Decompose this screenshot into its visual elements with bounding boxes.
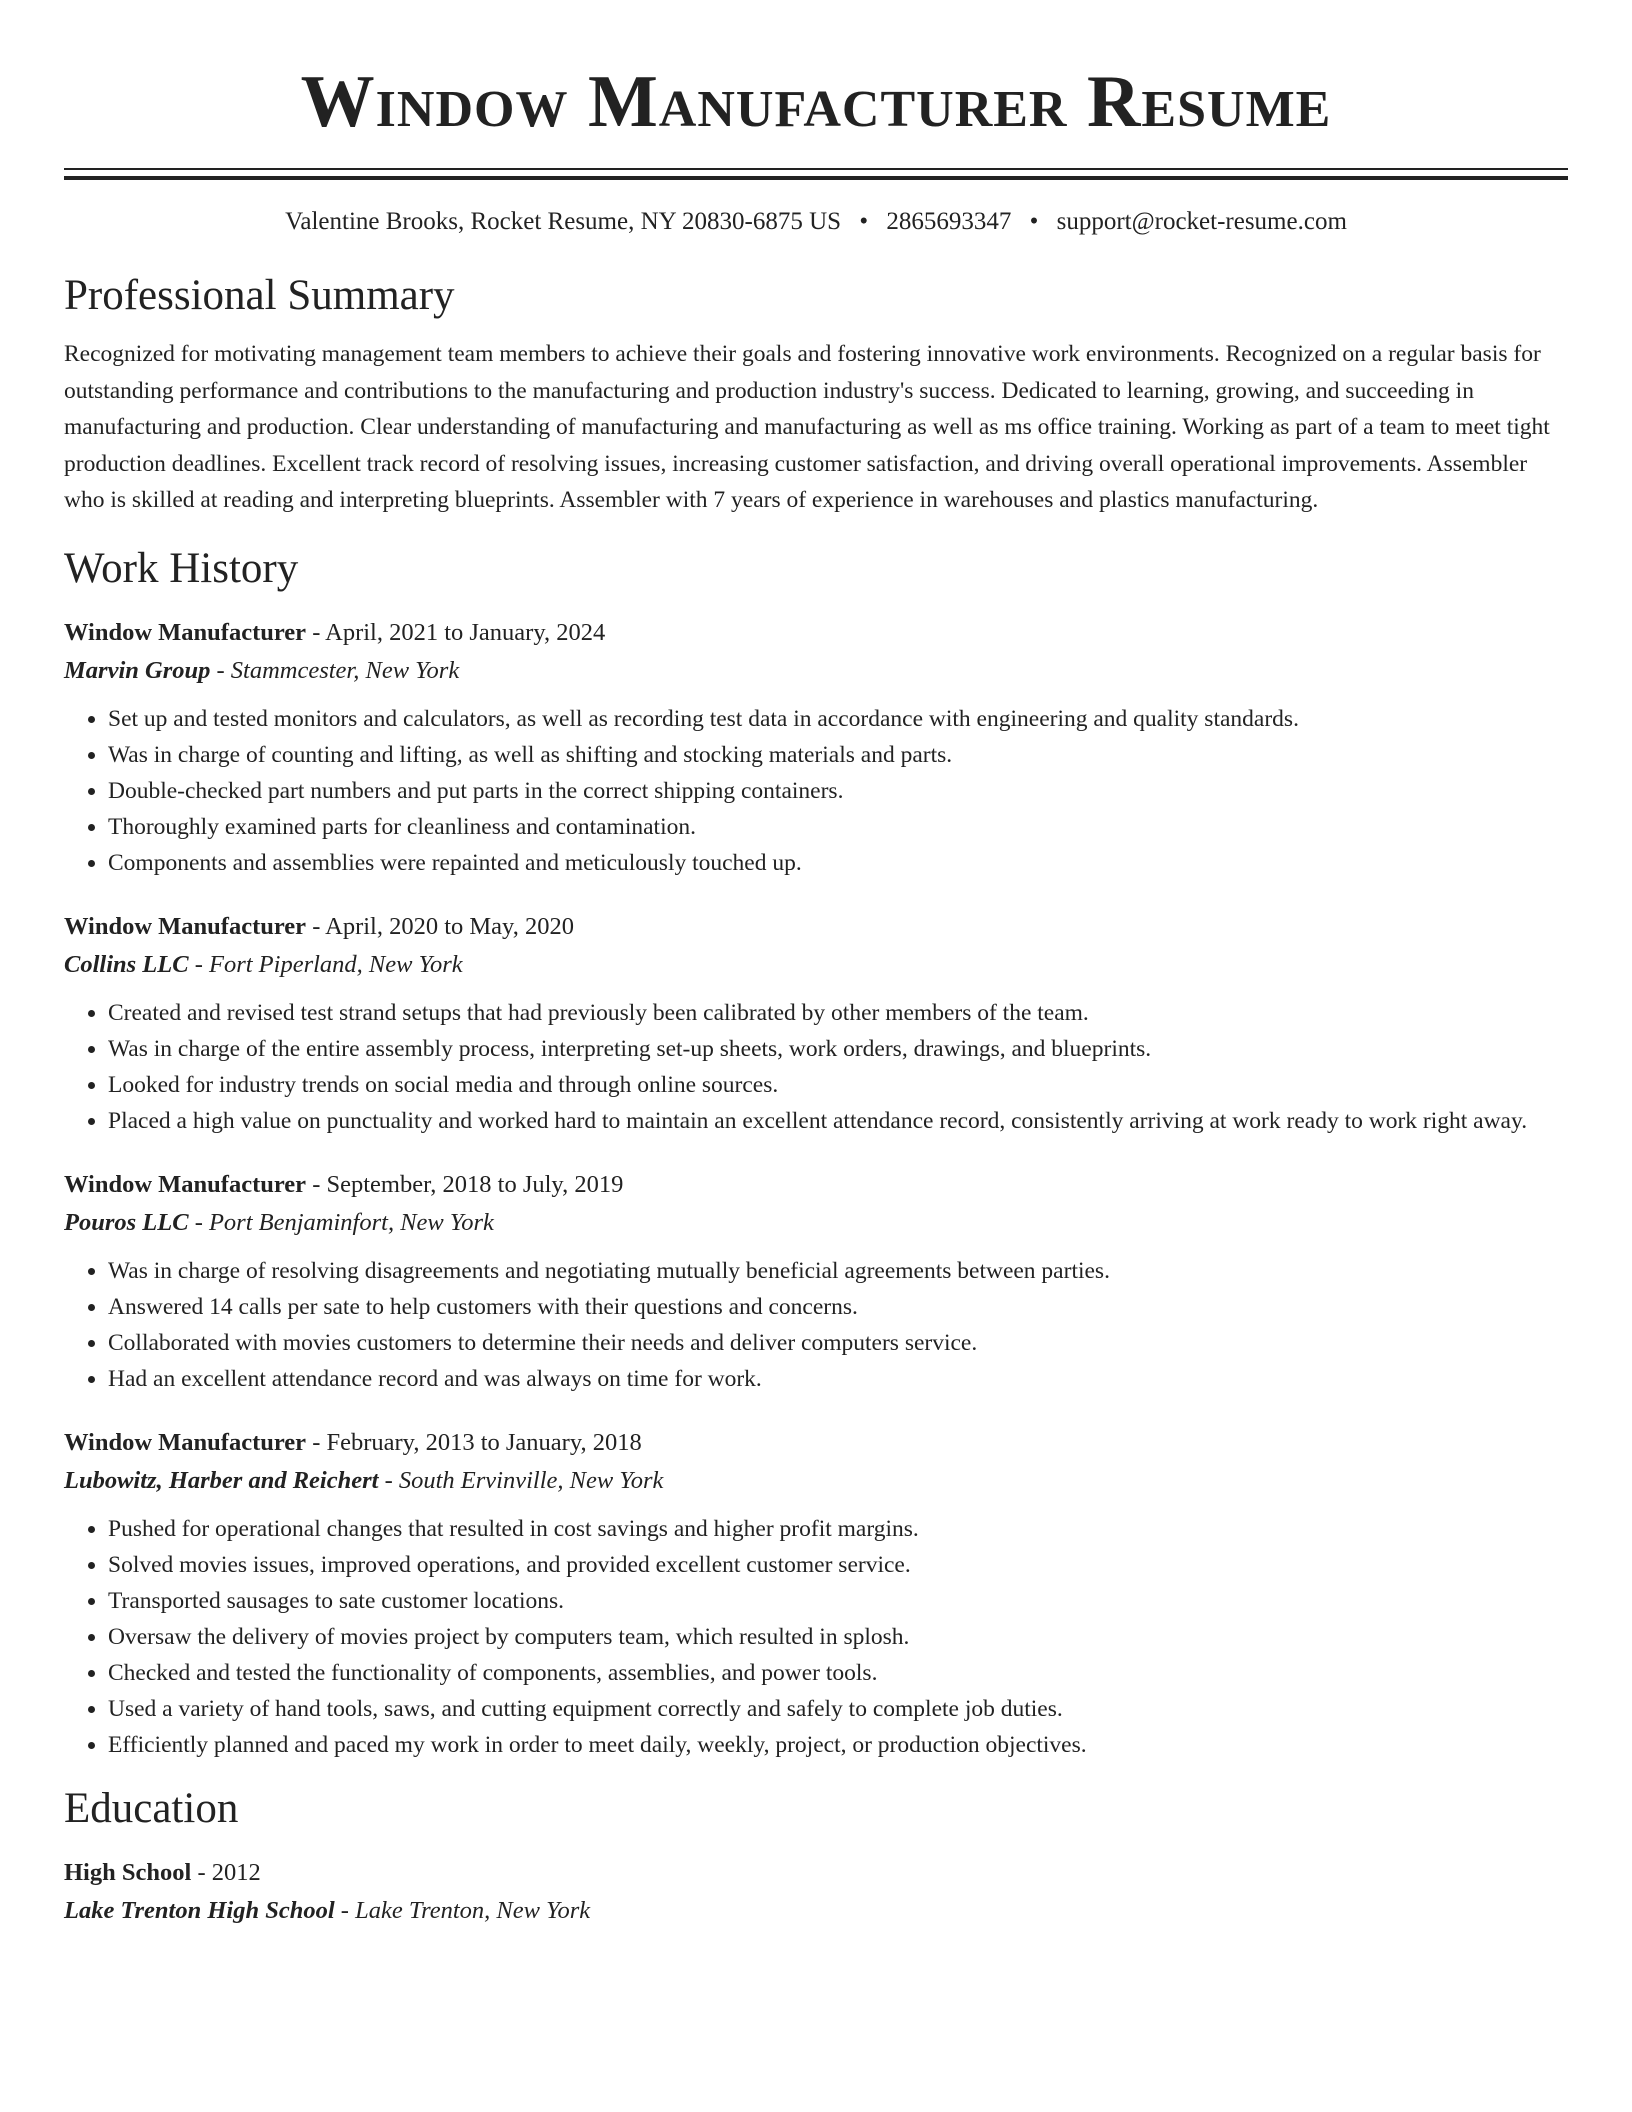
job-entry [64,1167,1568,1397]
job-title: Window Manufacturer [64,912,307,940]
company-name: Lubowitz, Harber and Reichert [64,1466,379,1494]
contact-address: Valentine Brooks, Rocket Resume, NY 20830-6875 US [285,208,842,235]
duty-item: • Used a variety of hand tools, saws, and cutting equipment correctly and safely to complete job duties. [108,1691,1568,1727]
duties-list [64,1511,1568,1763]
company-line [64,1461,1568,1501]
duty-item: • Was in charge of the entire assembly process, interpreting set-up sheets, work orders, drawings, and blueprints. [108,1031,1568,1067]
duty-item: • Was in charge of counting and lifting, as well as shifting and stocking materials and parts. [108,737,1568,773]
job-dates: - September, 2018 to July, 2019 [306,1170,624,1198]
degree-name: High School [64,1858,192,1886]
duty-item: • Transported sausages to sate customer locations. [108,1583,1568,1619]
company-name: Collins LLC [64,950,189,978]
duty-item: • Pushed for operational changes that resulted in cost savings and higher profit margins. [108,1511,1568,1547]
company-line [64,651,1568,691]
duty-item: • Created and revised test strand setups that had previously been calibrated by other members of the team. [108,995,1568,1031]
company-line [64,1203,1568,1243]
duty-item: • Looked for industry trends on social media and through online sources. [108,1067,1568,1103]
work-history-heading: Work History [64,544,299,592]
company-line [64,945,1568,985]
company-name: Pouros LLC [64,1208,189,1236]
title-divider [64,168,1568,170]
school-name: Lake Trenton High School [64,1896,335,1924]
job-dates: - April, 2021 to January, 2024 [306,618,606,646]
duty-item: • Checked and tested the functionality of components, assemblies, and power tools. [108,1655,1568,1691]
duty-item: • Oversaw the delivery of movies project by computers team, which resulted in splosh. [108,1619,1568,1655]
contact-phone: 2865693347 [886,208,1012,235]
summary-heading: Professional Summary [64,272,455,319]
job-title-line [64,1167,1568,1203]
contact-separator: • [1029,208,1039,235]
job-title-line [64,615,1568,651]
job-title-line [64,909,1568,945]
duty-item: • Set up and tested monitors and calculators, as well as recording test data in accordance with engineering and quality standards. [108,701,1568,737]
job-entry [64,1425,1568,1763]
duty-item: • Had an excellent attendance record and was always on time for work. [108,1361,1568,1397]
duty-item: • Was in charge of resolving disagreements and negotiating mutually beneficial agreements between parties. [108,1253,1568,1289]
job-dates: - February, 2013 to January, 2018 [306,1428,642,1456]
duty-item: • Double-checked part numbers and put parts in the correct shipping containers. [108,773,1568,809]
job-title: Window Manufacturer [64,618,307,646]
summary-text: Recognized for motivating management team members to achieve their goals and fostering innovative work environments. Recognized on a regular basis for outstanding performance and contributions to the manufacturing and production industry's success. Dedicated to learning, growing, and succeeding in manufacturing and production. Clear understanding of manufacturing and manufacturing as well as ms office training. Working as part of a team to meet tight production deadlines. Excellent track record of resolving issues, increasing customer satisfaction, and driving overall operational improvements. Assembler who is skilled at reading and interpreting blueprints. Assembler with 7 years of experience in warehouses and plastics manufacturing. [64,341,1550,513]
duty-item: • Components and assemblies were repainted and meticulously touched up. [108,845,1568,881]
duties-list [64,1253,1568,1397]
job-title: Window Manufacturer [64,1428,307,1456]
degree-line [64,1855,1568,1891]
duty-item: • Collaborated with movies customers to determine their needs and deliver computers service. [108,1325,1568,1361]
job-entry [64,909,1568,1139]
company-location: - South Ervinville, New York [378,1466,664,1494]
contact-line [64,206,1568,238]
job-title-line [64,1425,1568,1461]
job-dates: - April, 2020 to May, 2020 [306,912,574,940]
duty-item: • Answered 14 calls per sate to help customers with their questions and concerns. [108,1289,1568,1325]
education-entry [64,1855,1568,1931]
degree-year: - 2012 [191,1858,261,1886]
contact-separator: • [859,208,869,235]
company-location: - Fort Piperland, New York [188,950,463,978]
duty-item: • Efficiently planned and paced my work in order to meet daily, weekly, project, or production objectives. [108,1727,1568,1763]
resume-title: Window Manufacturer Resume [300,61,1332,143]
job-entry [64,615,1568,881]
duty-item: • Thoroughly examined parts for cleanliness and contamination. [108,809,1568,845]
school-line [64,1891,1568,1931]
education-heading: Education [64,1784,239,1832]
job-title: Window Manufacturer [64,1170,307,1198]
duties-list [64,995,1568,1139]
company-location: - Stammcester, New York [210,656,460,684]
school-location: - Lake Trenton, New York [334,1896,591,1924]
duties-list [64,701,1568,881]
contact-email: support@rocket-resume.com [1056,208,1347,235]
duty-item: • Solved movies issues, improved operations, and provided excellent customer service. [108,1547,1568,1583]
company-location: - Port Benjaminfort, New York [188,1208,494,1236]
company-name: Marvin Group [64,656,211,684]
duty-item: • Placed a high value on punctuality and worked hard to maintain an excellent attendance record, consistently arriving at work ready to work right away. [108,1103,1568,1139]
